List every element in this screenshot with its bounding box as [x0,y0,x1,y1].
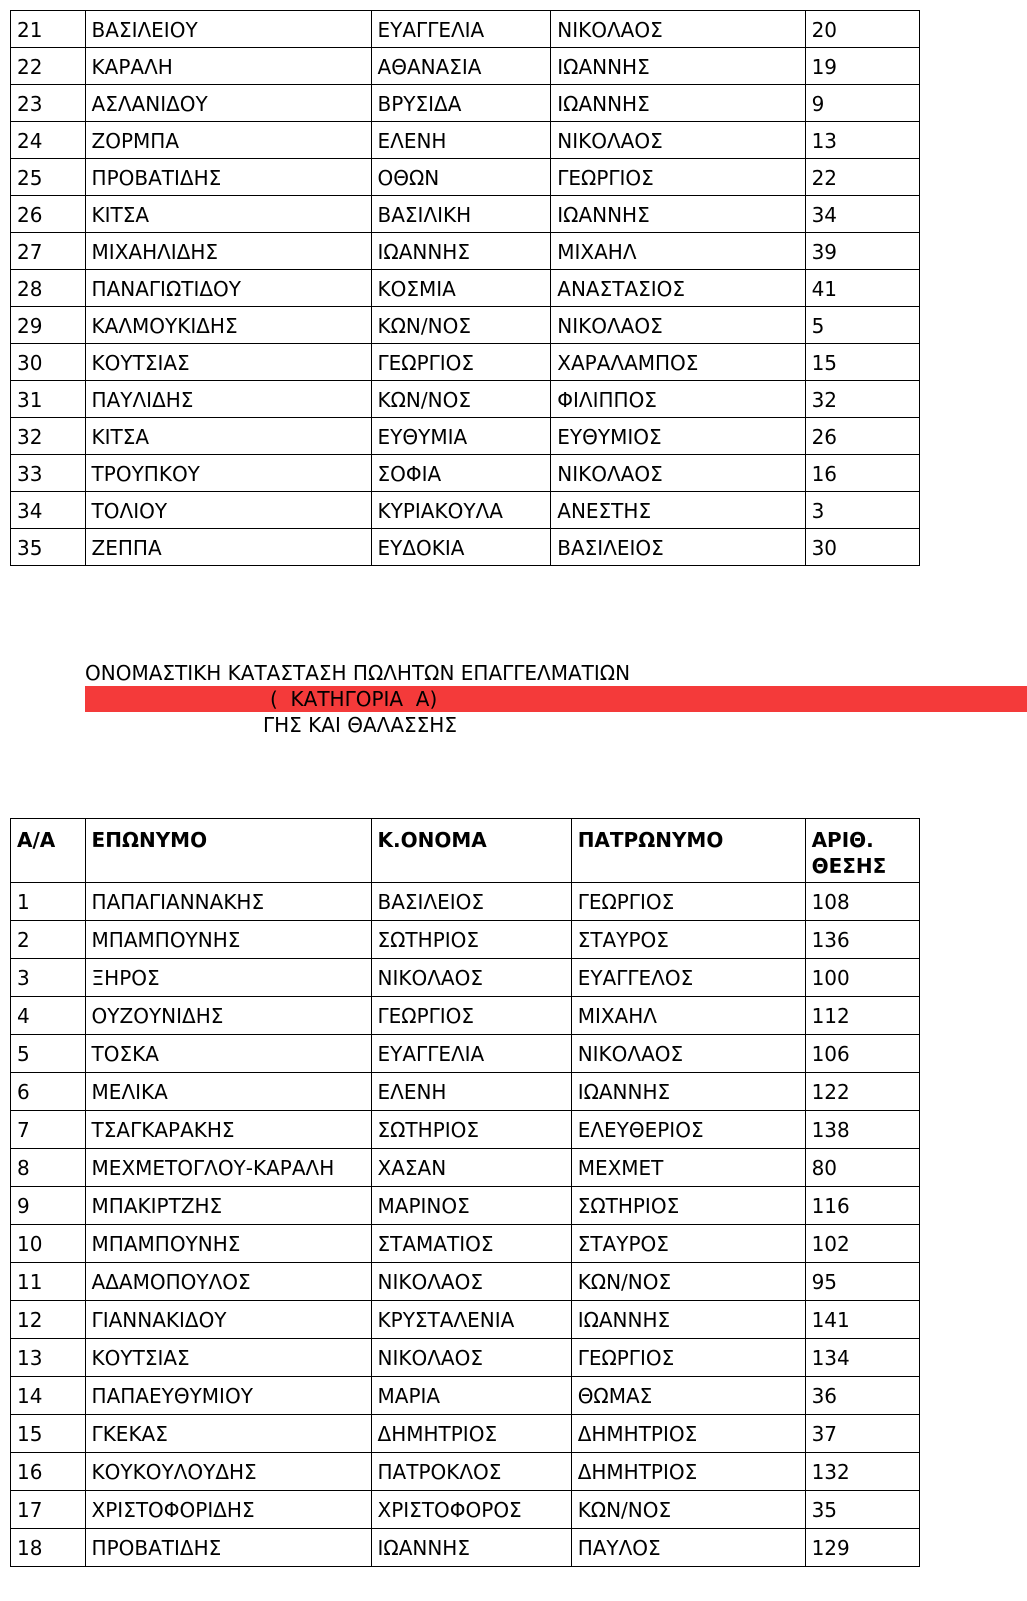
cell-first-name: ΧΡΙΣΤΟΦΟΡΟΣ [371,1491,571,1529]
cell-position-number: 22 [805,159,919,196]
cell-surname: ΞΗΡΟΣ [85,959,371,997]
table-row [11,492,920,529]
cell-aa: 16 [11,1453,86,1491]
cell-first-name: ΚΟΣΜΙΑ [371,270,551,307]
cell-first-name: ΕΛΕΝΗ [371,1073,571,1111]
cell-father-name: ΣΤΑΥΡΟΣ [571,921,805,959]
cell-aa: 25 [11,159,86,196]
cell-first-name: ΝΙΚΟΛΑΟΣ [371,959,571,997]
cell-aa: 12 [11,1301,86,1339]
cell-position-number: 15 [805,344,919,381]
cell-father-name: ΝΙΚΟΛΑΟΣ [551,455,805,492]
cell-position-number: 138 [805,1111,919,1149]
cell-first-name: ΕΥΔΟΚΙΑ [371,529,551,566]
table-row [11,1187,920,1225]
cell-surname: ΚΟΥΤΣΙΑΣ [85,1339,371,1377]
cell-position-number: 16 [805,455,919,492]
cell-father-name: ΚΩΝ/ΝΟΣ [571,1263,805,1301]
cell-position-number: 132 [805,1453,919,1491]
cell-aa: 1 [11,883,86,921]
table-row [11,1149,920,1187]
table-row [11,233,920,270]
cell-position-number: 20 [805,11,919,48]
table-row [11,1415,920,1453]
table-row [11,529,920,566]
cell-aa: 11 [11,1263,86,1301]
cell-first-name: ΕΥΑΓΓΕΛΙΑ [371,1035,571,1073]
table-row [11,344,920,381]
cell-position-number: 9 [805,85,919,122]
cell-position-number: 32 [805,381,919,418]
cell-surname: ΚΙΤΣΑ [85,196,371,233]
cell-first-name: ΔΗΜΗΤΡΙΟΣ [371,1415,571,1453]
cell-position-number: 141 [805,1301,919,1339]
cell-aa: 33 [11,455,86,492]
cell-position-number: 80 [805,1149,919,1187]
cell-surname: ΖΕΠΠΑ [85,529,371,566]
cell-aa: 6 [11,1073,86,1111]
cell-first-name: ΟΘΩΝ [371,159,551,196]
cell-aa: 7 [11,1111,86,1149]
cell-father-name: ΘΩΜΑΣ [571,1377,805,1415]
cell-father-name: ΝΙΚΟΛΑΟΣ [551,122,805,159]
cell-position-number: 108 [805,883,919,921]
cell-aa: 21 [11,11,86,48]
table-row [11,122,920,159]
cell-position-number: 122 [805,1073,919,1111]
cell-father-name: ΚΩΝ/ΝΟΣ [571,1491,805,1529]
table-row [11,883,920,921]
cell-first-name: ΕΛΕΝΗ [371,122,551,159]
cell-first-name: ΜΑΡΙΑ [371,1377,571,1415]
vendor-list-table-continued [10,10,920,566]
cell-aa: 34 [11,492,86,529]
table-row [11,1339,920,1377]
cell-surname: ΜΙΧΑΗΛΙΔΗΣ [85,233,371,270]
cell-first-name: ΚΡΥΣΤΑΛΕΝΙΑ [371,1301,571,1339]
heading-title: ΟΝΟΜΑΣΤΙΚΗ ΚΑΤΑΣΤΑΣΗ ΠΩΛΗΤΩΝ ΕΠΑΓΓΕΛΜΑΤΙΩΝ [85,661,631,685]
heading-category: ( ΚΑΤΗΓΟΡΙΑ Α) [85,686,1027,712]
cell-surname: ΤΣΑΓΚΑΡΑΚΗΣ [85,1111,371,1149]
cell-aa: 17 [11,1491,86,1529]
cell-first-name: ΚΩΝ/ΝΟΣ [371,307,551,344]
cell-first-name: ΠΑΤΡΟΚΛΟΣ [371,1453,571,1491]
cell-aa: 28 [11,270,86,307]
cell-surname: ΓΙΑΝΝΑΚΙΔΟΥ [85,1301,371,1339]
table-row [11,921,920,959]
cell-first-name: ΓΕΩΡΓΙΟΣ [371,997,571,1035]
heading-subtitle: ΓΗΣ ΚΑΙ ΘΑΛΑΣΣΗΣ [263,713,457,737]
cell-father-name: ΝΙΚΟΛΑΟΣ [551,11,805,48]
cell-position-number: 112 [805,997,919,1035]
table-row [11,1453,920,1491]
cell-father-name: ΝΙΚΟΛΑΟΣ [571,1035,805,1073]
cell-aa: 29 [11,307,86,344]
cell-aa: 8 [11,1149,86,1187]
header-position-number: ΑΡΙΘ. ΘΕΣΗΣ [805,819,919,883]
cell-father-name: ΣΩΤΗΡΙΟΣ [571,1187,805,1225]
cell-first-name: ΚΥΡΙΑΚΟΥΛΑ [371,492,551,529]
table-row [11,418,920,455]
cell-aa: 26 [11,196,86,233]
cell-first-name: ΚΩΝ/ΝΟΣ [371,381,551,418]
cell-first-name: ΓΕΩΡΓΙΟΣ [371,344,551,381]
table-row [11,381,920,418]
cell-aa: 9 [11,1187,86,1225]
cell-first-name: ΙΩΑΝΝΗΣ [371,233,551,270]
cell-surname: ΠΑΠΑΕΥΘΥΜΙΟΥ [85,1377,371,1415]
cell-father-name: ΜΙΧΑΗΛ [551,233,805,270]
cell-aa: 24 [11,122,86,159]
cell-aa: 32 [11,418,86,455]
cell-position-number: 116 [805,1187,919,1225]
cell-surname: ΓΚΕΚΑΣ [85,1415,371,1453]
cell-surname: ΚΟΥΤΣΙΑΣ [85,344,371,381]
cell-surname: ΜΕΛΙΚΑ [85,1073,371,1111]
cell-surname: ΜΕΧΜΕΤΟΓΛΟΥ-ΚΑΡΑΛΗ [85,1149,371,1187]
cell-first-name: ΝΙΚΟΛΑΟΣ [371,1339,571,1377]
cell-surname: ΤΟΛΙΟΥ [85,492,371,529]
cell-first-name: ΕΥΑΓΓΕΛΙΑ [371,11,551,48]
cell-father-name: ΔΗΜΗΤΡΙΟΣ [571,1415,805,1453]
cell-surname: ΠΑΝΑΓΙΩΤΙΔΟΥ [85,270,371,307]
cell-aa: 3 [11,959,86,997]
header-aa: Α/Α [11,819,86,883]
cell-first-name: ΜΑΡΙΝΟΣ [371,1187,571,1225]
cell-position-number: 3 [805,492,919,529]
cell-first-name: ΣΩΤΗΡΙΟΣ [371,921,571,959]
cell-first-name: ΣΩΤΗΡΙΟΣ [371,1111,571,1149]
cell-father-name: ΑΝΕΣΤΗΣ [551,492,805,529]
cell-first-name: ΕΥΘΥΜΙΑ [371,418,551,455]
cell-aa: 27 [11,233,86,270]
table-row [11,85,920,122]
cell-position-number: 26 [805,418,919,455]
cell-first-name: ΑΘΑΝΑΣΙΑ [371,48,551,85]
cell-aa: 13 [11,1339,86,1377]
cell-position-number: 35 [805,1491,919,1529]
cell-aa: 23 [11,85,86,122]
cell-position-number: 136 [805,921,919,959]
cell-surname: ΤΡΟΥΠΚΟΥ [85,455,371,492]
cell-position-number: 102 [805,1225,919,1263]
cell-position-number: 39 [805,233,919,270]
cell-father-name: ΑΝΑΣΤΑΣΙΟΣ [551,270,805,307]
cell-aa: 31 [11,381,86,418]
header-first-name: Κ.ΟΝΟΜΑ [371,819,571,883]
cell-father-name: ΝΙΚΟΛΑΟΣ [551,307,805,344]
cell-father-name: ΙΩΑΝΝΗΣ [551,85,805,122]
cell-surname: ΠΑΥΛΙΔΗΣ [85,381,371,418]
table-row [11,1263,920,1301]
cell-father-name: ΜΙΧΑΗΛ [571,997,805,1035]
cell-aa: 30 [11,344,86,381]
section-heading [85,660,1027,738]
table-row [11,959,920,997]
cell-surname: ΜΠΑΚΙΡΤΖΗΣ [85,1187,371,1225]
cell-first-name: ΙΩΑΝΝΗΣ [371,1529,571,1567]
cell-aa: 10 [11,1225,86,1263]
table-body [11,11,920,566]
table-row [11,11,920,48]
cell-aa: 15 [11,1415,86,1453]
header-surname: ΕΠΩΝΥΜΟ [85,819,371,883]
table-row [11,455,920,492]
table-row [11,1073,920,1111]
cell-father-name: ΜΕΧΜΕΤ [571,1149,805,1187]
cell-father-name: ΙΩΑΝΝΗΣ [571,1301,805,1339]
cell-father-name: ΙΩΑΝΝΗΣ [551,48,805,85]
table-row [11,997,920,1035]
table-row [11,1491,920,1529]
cell-surname: ΒΑΣΙΛΕΙΟΥ [85,11,371,48]
cell-first-name: ΒΑΣΙΛΙΚΗ [371,196,551,233]
table-body [11,883,920,1567]
cell-father-name: ΕΥΑΓΓΕΛΟΣ [571,959,805,997]
cell-surname: ΤΟΣΚΑ [85,1035,371,1073]
cell-surname: ΚΟΥΚΟΥΛΟΥΔΗΣ [85,1453,371,1491]
table-row [11,1377,920,1415]
cell-position-number: 37 [805,1415,919,1453]
table-header-row [11,819,920,883]
cell-father-name: ΙΩΑΝΝΗΣ [571,1073,805,1111]
table-row [11,1529,920,1567]
cell-father-name: ΙΩΑΝΝΗΣ [551,196,805,233]
cell-surname: ΑΔΑΜΟΠΟΥΛΟΣ [85,1263,371,1301]
cell-position-number: 106 [805,1035,919,1073]
cell-first-name: ΒΑΣΙΛΕΙΟΣ [371,883,571,921]
cell-surname: ΧΡΙΣΤΟΦΟΡΙΔΗΣ [85,1491,371,1529]
cell-aa: 22 [11,48,86,85]
cell-surname: ΖΟΡΜΠΑ [85,122,371,159]
cell-first-name: ΒΡΥΣΙΔΑ [371,85,551,122]
cell-father-name: ΒΑΣΙΛΕΙΟΣ [551,529,805,566]
cell-position-number: 36 [805,1377,919,1415]
cell-surname: ΜΠΑΜΠΟΥΝΗΣ [85,1225,371,1263]
cell-aa: 18 [11,1529,86,1567]
cell-surname: ΑΣΛΑΝΙΔΟΥ [85,85,371,122]
table-row [11,196,920,233]
cell-surname: ΠΡΟΒΑΤΙΔΗΣ [85,1529,371,1567]
cell-aa: 4 [11,997,86,1035]
cell-father-name: ΓΕΩΡΓΙΟΣ [571,1339,805,1377]
cell-father-name: ΕΛΕΥΘΕΡΙΟΣ [571,1111,805,1149]
table-row [11,1035,920,1073]
vendor-list-table [10,818,920,1567]
cell-father-name: ΠΑΥΛΟΣ [571,1529,805,1567]
cell-position-number: 100 [805,959,919,997]
cell-position-number: 30 [805,529,919,566]
cell-father-name: ΕΥΘΥΜΙΟΣ [551,418,805,455]
cell-position-number: 134 [805,1339,919,1377]
cell-aa: 2 [11,921,86,959]
cell-surname: ΚΙΤΣΑ [85,418,371,455]
cell-position-number: 41 [805,270,919,307]
table-row [11,307,920,344]
cell-surname: ΜΠΑΜΠΟΥΝΗΣ [85,921,371,959]
cell-first-name: ΧΑΣΑΝ [371,1149,571,1187]
table-row [11,1111,920,1149]
table-row [11,159,920,196]
table-row [11,48,920,85]
cell-position-number: 5 [805,307,919,344]
cell-father-name: ΣΤΑΥΡΟΣ [571,1225,805,1263]
cell-first-name: ΝΙΚΟΛΑΟΣ [371,1263,571,1301]
cell-position-number: 34 [805,196,919,233]
cell-father-name: ΧΑΡΑΛΑΜΠΟΣ [551,344,805,381]
cell-first-name: ΣΟΦΙΑ [371,455,551,492]
cell-surname: ΠΡΟΒΑΤΙΔΗΣ [85,159,371,196]
table-row [11,270,920,307]
table-row [11,1301,920,1339]
cell-first-name: ΣΤΑΜΑΤΙΟΣ [371,1225,571,1263]
cell-aa: 5 [11,1035,86,1073]
cell-position-number: 13 [805,122,919,159]
cell-aa: 14 [11,1377,86,1415]
cell-father-name: ΦΙΛΙΠΠΟΣ [551,381,805,418]
cell-position-number: 19 [805,48,919,85]
cell-father-name: ΓΕΩΡΓΙΟΣ [551,159,805,196]
cell-father-name: ΔΗΜΗΤΡΙΟΣ [571,1453,805,1491]
cell-surname: ΠΑΠΑΓΙΑΝΝΑΚΗΣ [85,883,371,921]
cell-aa: 35 [11,529,86,566]
header-father-name: ΠΑΤΡΩΝΥΜΟ [571,819,805,883]
cell-position-number: 95 [805,1263,919,1301]
cell-position-number: 129 [805,1529,919,1567]
cell-father-name: ΓΕΩΡΓΙΟΣ [571,883,805,921]
cell-surname: ΟΥΖΟΥΝΙΔΗΣ [85,997,371,1035]
cell-surname: ΚΑΡΑΛΗ [85,48,371,85]
table-row [11,1225,920,1263]
cell-surname: ΚΑΛΜΟΥΚΙΔΗΣ [85,307,371,344]
